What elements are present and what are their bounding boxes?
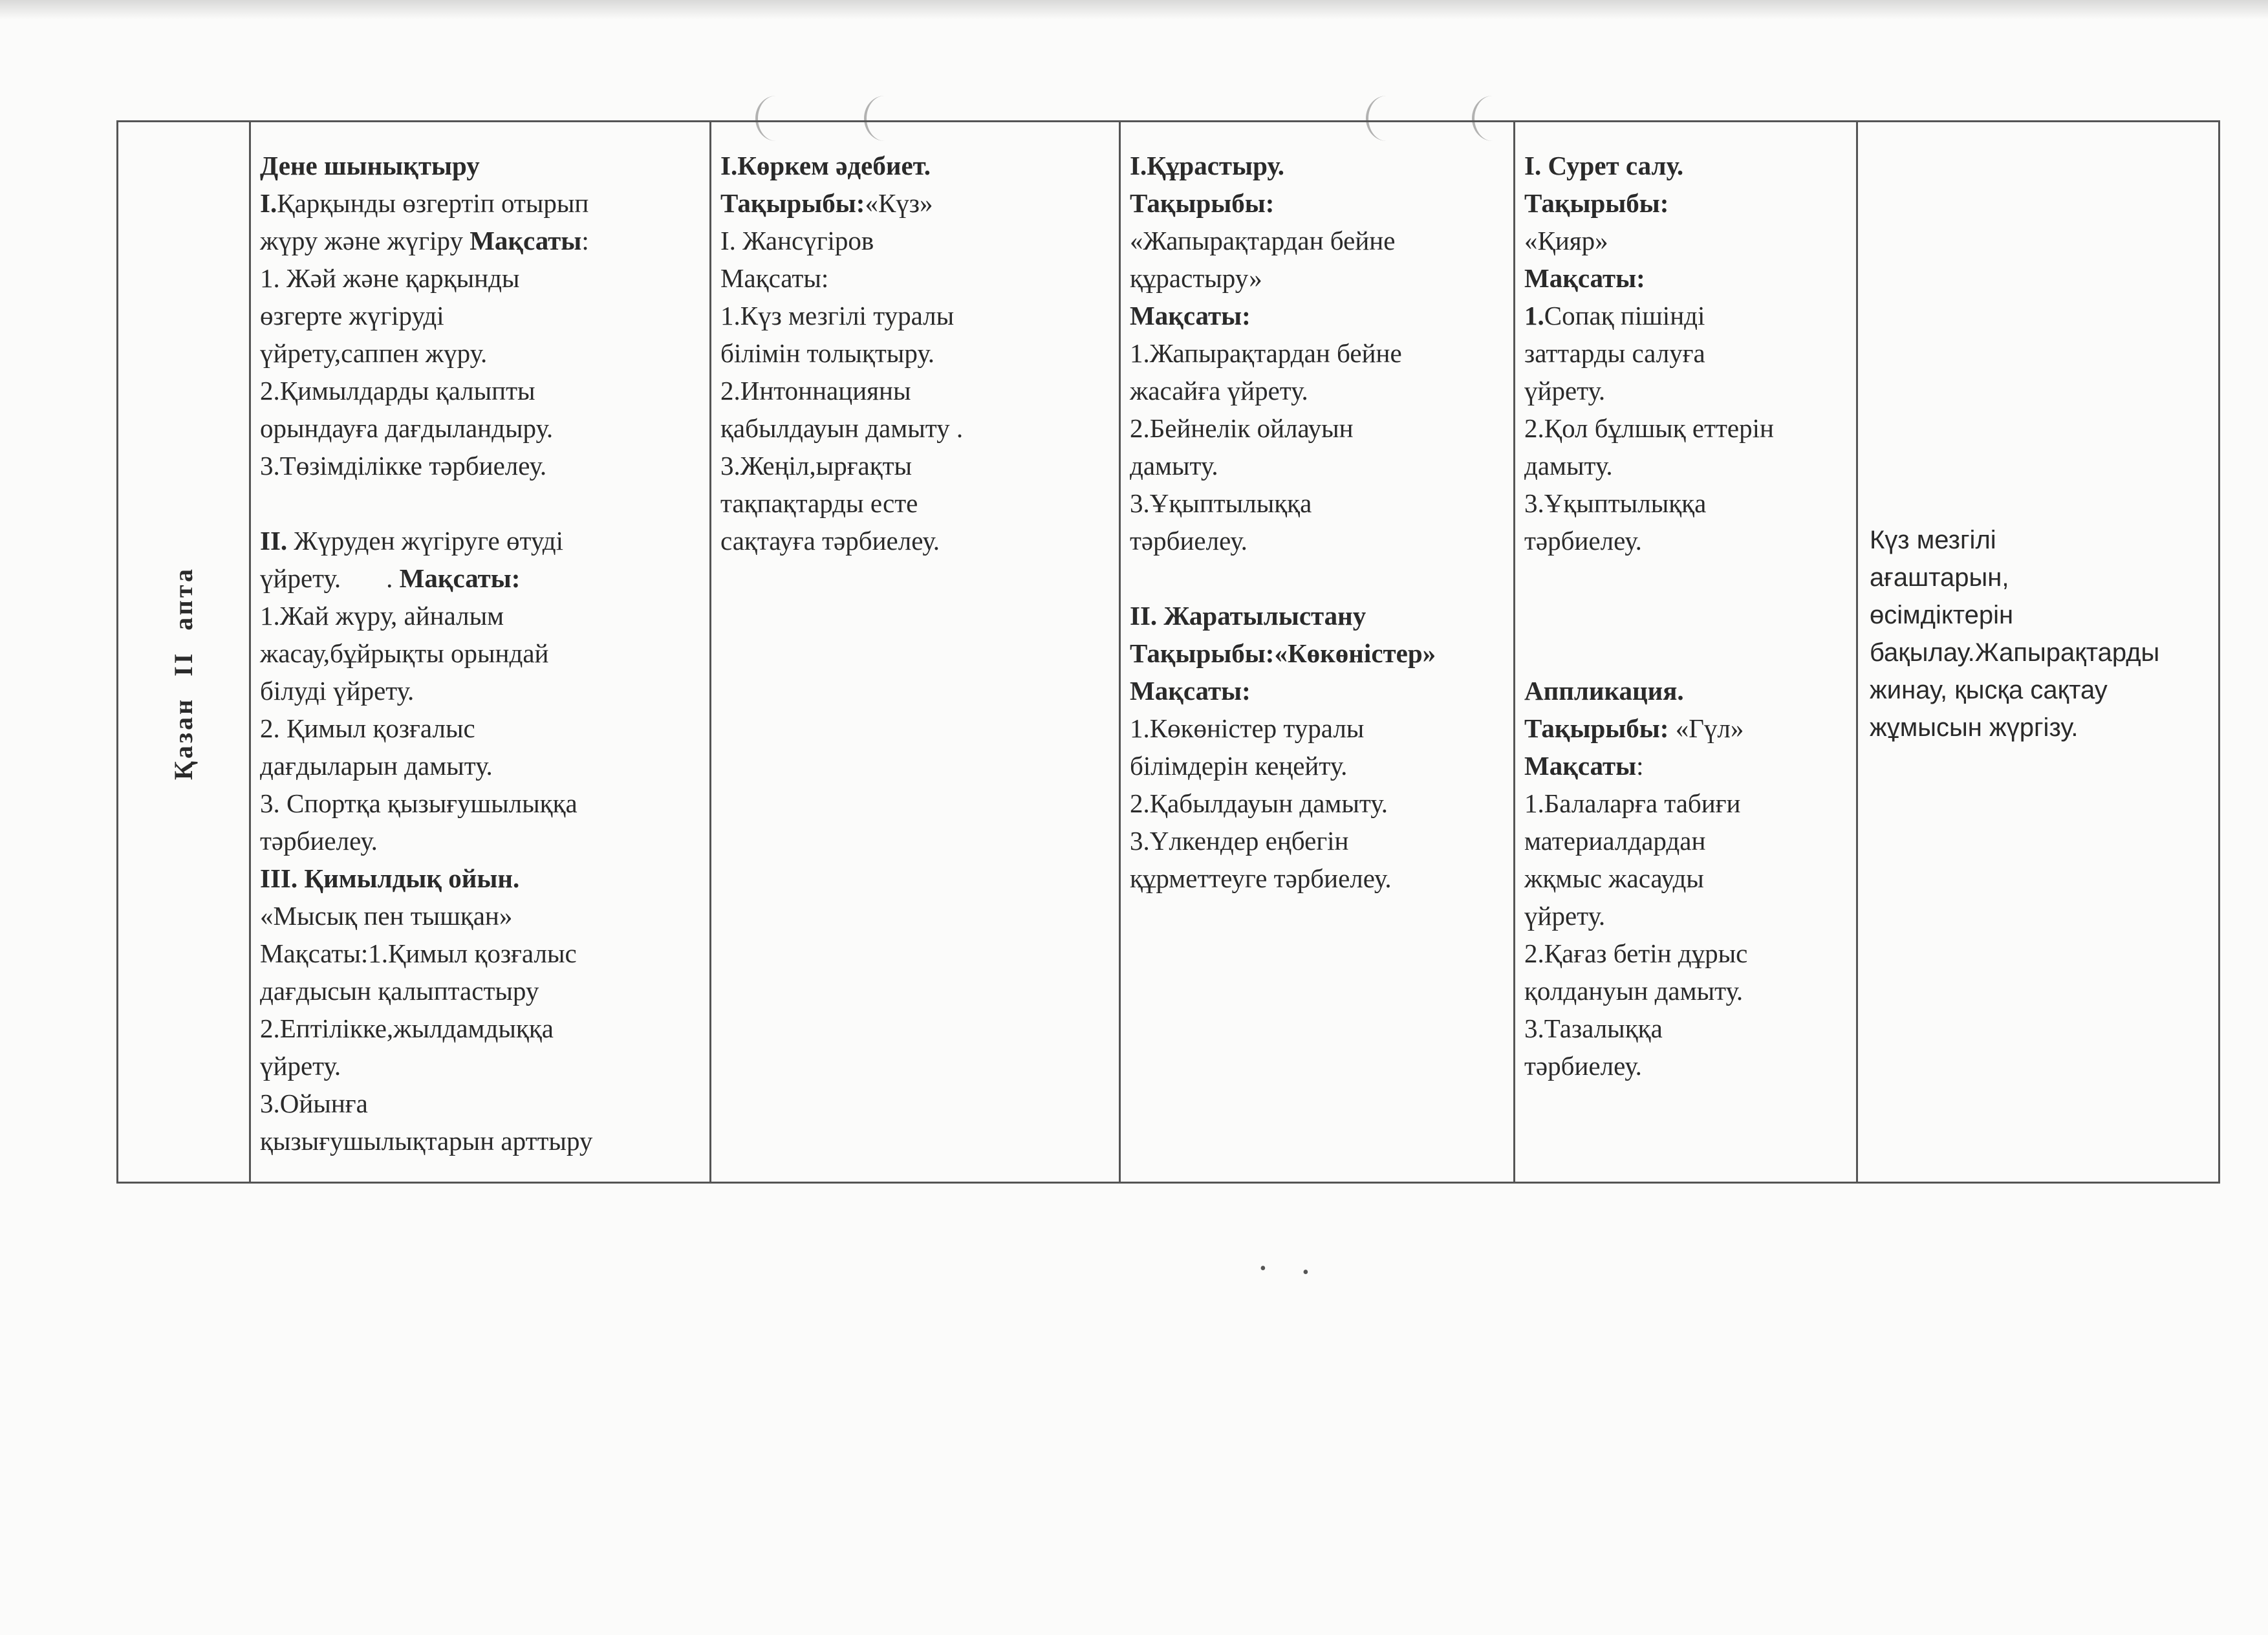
goal-item: 3.Жеңіл,ырғақты [720, 451, 913, 481]
topic-label: Тақырыбы: [720, 188, 865, 218]
topic-value: «Көкөністер» [1274, 638, 1436, 668]
goal-item: 2.Бейнелік ойлауын [1130, 413, 1354, 443]
goal-item: құрметтеуге тәрбиелеу. [1130, 863, 1392, 893]
goal-item: 3.Ойынға [260, 1088, 368, 1118]
topic-value: «Қияр» [1524, 226, 1608, 255]
observation-line: жұмысын жүргізу. [1870, 713, 2079, 742]
table-row [118, 122, 2219, 1183]
goal-label: Мақсаты: [1130, 301, 1251, 330]
spacer [1130, 559, 1506, 597]
section-heading: Аппликация. [1524, 676, 1684, 706]
section-title [260, 522, 702, 559]
goal-item: 3.Ұқыптылыққа [1524, 488, 1707, 518]
spacer [260, 484, 702, 522]
observation-line: өсімдіктерін [1870, 601, 2014, 629]
section-title [260, 184, 702, 222]
topic-value: «Гүл» [1669, 713, 1744, 743]
goal-item: 1.Жапырақтардан бейне [1130, 338, 1402, 368]
goal-item: дағдысын қалыптастыру [260, 976, 539, 1006]
goal-item: орындауға дағдыландыру. [260, 413, 554, 443]
goal-item: тәрбиелеу. [260, 826, 378, 856]
stray-dot: . [386, 563, 393, 593]
goal-item: заттарды салуға [1524, 338, 1705, 368]
observation-cell [1857, 122, 2219, 1183]
goal-item: тәрбиелеу. [1130, 526, 1247, 556]
observation-line: жинау, қысқа сақтау [1870, 676, 2108, 704]
goal-item: жқмыс жасауды [1524, 863, 1704, 893]
goal-item: білімін толықтыру. [720, 338, 934, 368]
goal-item: 3.Төзімділікке тәрбиелеу. [260, 451, 547, 481]
goal-item: үйрету. [1524, 376, 1606, 406]
section-text: жүру және жүгіру [260, 226, 470, 255]
goal-item: 3.Тазалыққа [1524, 1013, 1663, 1043]
goal-item: материалдардан [1524, 826, 1706, 856]
observation-text [1870, 521, 2209, 746]
goal-item: Мақсаты:1.Қимыл қозғалыс [260, 938, 577, 968]
topic-label: Тақырыбы: [1130, 188, 1275, 218]
goal-label: Мақсаты [1524, 751, 1637, 781]
section-number: I. [260, 188, 277, 218]
period-cell [118, 122, 250, 1183]
goal-item: үйрету. [1524, 901, 1606, 931]
goal-item: үйрету,саппен жүру. [260, 338, 488, 368]
topic-line [1130, 634, 1506, 672]
scan-speck: • [1302, 1262, 1309, 1283]
section-text: Қарқынды өзгертіп отырып [277, 188, 589, 218]
goal-item: сақтауға тәрбиелеу. [720, 526, 940, 556]
game-title: «Мысық пен тышқан» [260, 901, 513, 931]
goal-item: 1.Балаларға табиғи [1524, 788, 1741, 818]
topic-value: «Күз» [865, 188, 933, 218]
goal-item: дамыту. [1524, 451, 1613, 481]
scan-speck: • [1260, 1259, 1266, 1279]
goal-item: тақпақтарды есте [720, 488, 918, 518]
section-heading: I.Көркем әдебиет. [720, 151, 931, 180]
spacer [1524, 634, 1848, 672]
lesson-plan-table [116, 120, 2220, 1184]
goal-label: Мақсаты: [720, 263, 829, 293]
goal-item: білуді үйрету. [260, 676, 415, 706]
goal-item: тәрбиелеу. [1524, 1051, 1642, 1081]
drawing-cell [1515, 122, 1857, 1183]
goal-item: қызығушылықтарын арттыру [260, 1126, 593, 1156]
topic-line [720, 184, 1111, 222]
section-text: үйрету. [260, 563, 341, 593]
section-title [260, 559, 702, 597]
goal-item: қолдануын дамыту. [1524, 976, 1744, 1006]
subject-title: Дене шынықтыру [260, 151, 480, 180]
topic-label: Тақырыбы: [1524, 188, 1669, 218]
scan-edge-shadow [0, 0, 2268, 19]
goal-item: қабылдауын дамыту . [720, 413, 964, 443]
literature-cell [711, 122, 1120, 1183]
goal-item: 1.Күз мезгілі туралы [720, 301, 955, 330]
goal-item: 2.Қимылдарды қалыпты [260, 376, 535, 406]
section-number: II. [260, 526, 288, 556]
goal-item: 3.Үлкендер еңбегін [1130, 826, 1349, 856]
goal-colon: : [581, 226, 589, 255]
spacer [1524, 597, 1848, 634]
section-heading: II. Жаратылыстану [1130, 601, 1366, 631]
section-text: Жүруден жүгіруге өтуді [287, 526, 564, 556]
topic-line [1524, 709, 1848, 747]
goal-item: тәрбиелеу. [1524, 526, 1642, 556]
topic-label: Тақырыбы: [1524, 713, 1669, 743]
goal-item: дағдыларын дамыту. [260, 751, 493, 781]
goal-item: үйрету. [260, 1051, 341, 1081]
section-title [260, 222, 702, 259]
goal-item: 1.Көкөністер туралы [1130, 713, 1365, 743]
construction-cell [1120, 122, 1515, 1183]
goal-item: 3.Ұқыптылыққа [1130, 488, 1312, 518]
observation-line: бақылау.Жапырақтарды [1870, 638, 2160, 667]
author-line: І. Жансүгіров [720, 226, 874, 255]
goal-item: 2.Қабылдауын дамыту. [1130, 788, 1388, 818]
topic-value: «Жапырақтардан бейне [1130, 226, 1396, 255]
section-heading: III. Қимылдық ойын. [260, 863, 520, 893]
goal-label: Мақсаты: [1130, 676, 1251, 706]
item-number: 1. [1524, 301, 1544, 330]
observation-line: Күз мезгілі [1870, 526, 1996, 554]
goal-item: жасайға үйрету. [1130, 376, 1308, 406]
goal-item: білімдерін кеңейту. [1130, 751, 1348, 781]
goal-item: жасау,бұйрықты орындай [260, 638, 549, 668]
goal-item: 2.Ептілікке,жылдамдыққа [260, 1013, 554, 1043]
topic-value: құрастыру» [1130, 263, 1262, 293]
section-heading: I. Сурет салу. [1524, 151, 1684, 180]
goal-item: 2.Интоннацияны [720, 376, 911, 406]
goal-label: Мақсаты: [399, 563, 521, 593]
goal-item: өзгерте жүгіруді [260, 301, 444, 330]
goal-item: 2.Қол бұлшық еттерін [1524, 413, 1774, 443]
goal-line [1524, 747, 1848, 785]
goal-item: 1. Жәй және қарқынды [260, 263, 520, 293]
spacer [1524, 559, 1848, 597]
section-heading: I.Құрастыру. [1130, 151, 1284, 180]
physical-education-cell [250, 122, 711, 1183]
goal-item: 1.Жай жүру, айналым [260, 601, 504, 631]
goal-label: Мақсаты [470, 226, 582, 255]
topic-label: Тақырыбы: [1130, 638, 1275, 668]
goal-item [1524, 297, 1848, 334]
goal-item: 2.Қағаз бетін дұрыс [1524, 938, 1748, 968]
goal-item: 3. Спортқа қызығушылыққа [260, 788, 578, 818]
goal-label: Мақсаты: [1524, 263, 1645, 293]
goal-item: дамыту. [1130, 451, 1218, 481]
item-text: Сопақ пішінді [1544, 301, 1705, 330]
observation-line: ағаштарын, [1870, 563, 2009, 592]
goal-item: 2. Қимыл қозғалыс [260, 713, 475, 743]
goal-colon: : [1636, 751, 1644, 781]
period-label: Қазан II апта [169, 566, 198, 780]
